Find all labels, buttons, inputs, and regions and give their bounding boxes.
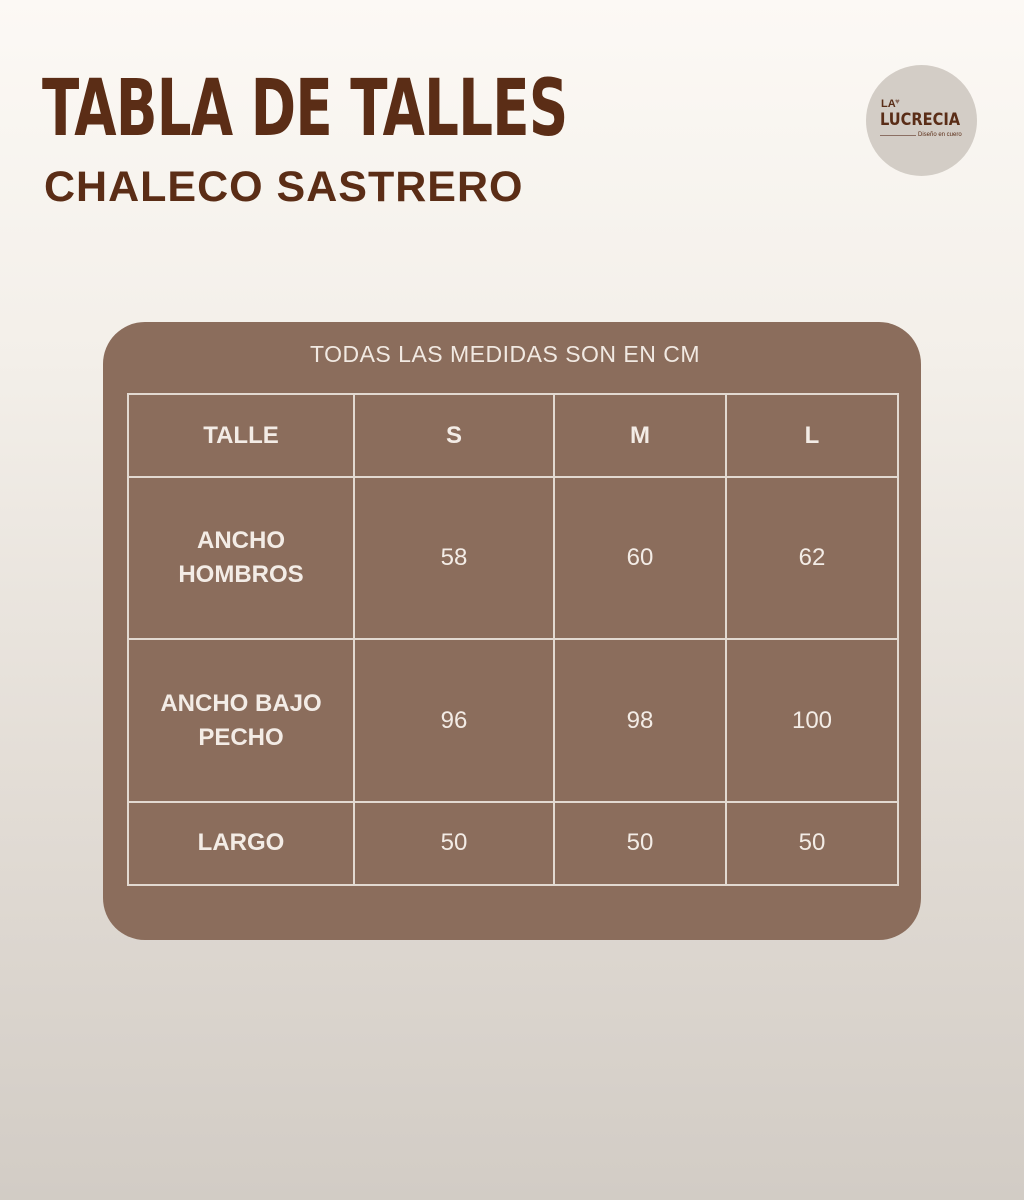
row-label: ANCHO BAJO PECHO (128, 639, 354, 801)
header-size-s: S (354, 394, 554, 477)
cell-value: 96 (354, 639, 554, 801)
page-title: TABLA DE TALLES (42, 64, 568, 154)
size-table (127, 393, 899, 886)
cell-value: 60 (554, 477, 726, 639)
cell-value: 50 (726, 802, 898, 885)
cell-value: 50 (554, 802, 726, 885)
logo-tagline: Diseño en cuero (918, 132, 962, 138)
header-talle: TALLE (128, 394, 354, 477)
logo-prefix: LA (881, 98, 896, 110)
logo-name: LUCRECIA (880, 110, 961, 130)
table-row (128, 477, 898, 639)
cell-value: 58 (354, 477, 554, 639)
product-subtitle: CHALECO SASTRERO (44, 163, 524, 211)
table-header-row (128, 394, 898, 477)
brand-logo (866, 65, 977, 176)
header-size-l: L (726, 394, 898, 477)
header-size-m: M (554, 394, 726, 477)
units-note: TODAS LAS MEDIDAS SON EN CM (309, 341, 701, 367)
row-label: LARGO (128, 802, 354, 885)
row-label: ANCHO HOMBROS (128, 477, 354, 639)
table-row (128, 802, 898, 885)
cell-value: 62 (726, 477, 898, 639)
table-row (128, 639, 898, 801)
cell-value: 100 (726, 639, 898, 801)
cell-value: 98 (554, 639, 726, 801)
heart-icon: ♥ (895, 97, 900, 106)
cell-value: 50 (354, 802, 554, 885)
logo-divider (880, 135, 916, 136)
